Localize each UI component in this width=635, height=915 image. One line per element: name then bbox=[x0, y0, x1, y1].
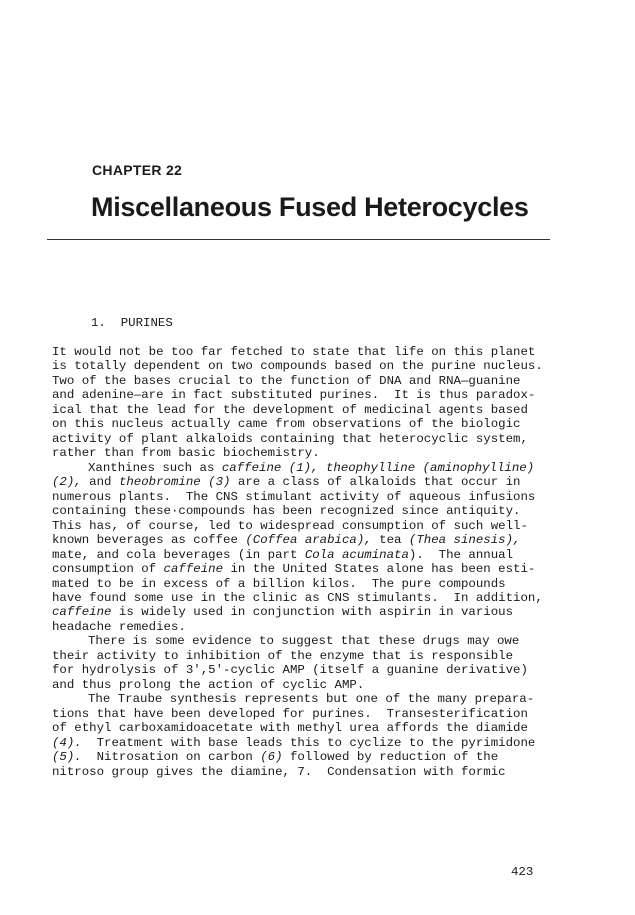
text-line: It would not be too far fetched to state that life on this planet bbox=[52, 345, 536, 359]
text-line: activity of plant alkaloids containing that heterocyclic system, bbox=[52, 431, 528, 446]
text-run-italic: theobromine (3) bbox=[118, 475, 231, 490]
text-run: Nitrosation on carbon bbox=[81, 750, 261, 765]
text-line: rather than from basic biochemistry. bbox=[52, 446, 320, 461]
chapter-title: Miscellaneous Fused Heterocycles bbox=[91, 192, 529, 222]
text-line: tions that have been developed for purines. Transesterification bbox=[52, 706, 528, 721]
text-run: mate, and cola beverages (in part bbox=[52, 547, 305, 562]
text-line: Two of the bases crucial to the function of DNA and RNA—guanine bbox=[52, 373, 521, 388]
title-rule bbox=[47, 239, 550, 240]
text-run-italic: caffeine (1), theophylline (aminophylline) bbox=[221, 460, 535, 475]
text-line: have found some use in the clinic as CNS stimulants. In addition, bbox=[52, 590, 543, 605]
text-line bbox=[52, 562, 612, 576]
text-line: headache remedies. bbox=[52, 619, 186, 634]
text-line bbox=[52, 750, 612, 764]
text-run-italic: caffeine bbox=[163, 562, 224, 577]
text-line bbox=[52, 736, 612, 750]
text-line: containing these·compounds has been recognized since antiquity. bbox=[52, 504, 521, 519]
text-run: and bbox=[81, 475, 119, 490]
text-run: tea bbox=[371, 533, 409, 548]
text-line: The Traube synthesis represents but one of the many prepara- bbox=[88, 692, 535, 707]
text-run-italic: (6) bbox=[260, 750, 283, 765]
text-line: their activity to inhibition of the enzyme that is responsible bbox=[52, 648, 514, 663]
text-line: on this nucleus actually came from observations of the biologic bbox=[52, 417, 521, 432]
text-line: mated to be in excess of a billion kilos. The pure compounds bbox=[52, 576, 506, 591]
text-run: ). The annual bbox=[408, 547, 514, 562]
section-heading: 1. PURINES bbox=[91, 316, 173, 330]
text-line: is totally dependent on two compounds based on the purine nucleus. bbox=[52, 359, 543, 374]
text-run-italic: (4). bbox=[52, 735, 82, 750]
text-run: consumption of bbox=[52, 562, 164, 577]
text-run-italic: (5). bbox=[52, 750, 82, 765]
text-line bbox=[52, 605, 612, 619]
text-run-italic: caffeine bbox=[52, 605, 112, 620]
page-number: 423 bbox=[511, 865, 534, 879]
text-run: are a class of alkaloids that occur in bbox=[230, 475, 521, 490]
text-line bbox=[52, 461, 612, 475]
text-line: nitroso group gives the diamine, 7. Condensation with formic bbox=[52, 764, 506, 779]
body-text bbox=[52, 345, 612, 779]
chapter-label: CHAPTER 22 bbox=[92, 162, 183, 178]
text-run: Xanthines such as bbox=[88, 460, 222, 475]
text-run-italic: (Thea sinesis), bbox=[408, 533, 521, 548]
text-line: numerous plants. The CNS stimulant activity of aqueous infusions bbox=[52, 489, 536, 504]
text-run: is widely used in conjunction with aspirin in various bbox=[111, 605, 514, 620]
text-run: known beverages as coffee bbox=[52, 533, 246, 548]
text-line bbox=[52, 475, 612, 489]
text-line: and adenine—are in fact substituted purines. It is thus paradox- bbox=[52, 388, 536, 403]
text-line bbox=[52, 548, 612, 562]
text-line: for hydrolysis of 3',5'-cyclic AMP (itself a guanine derivative) bbox=[52, 663, 528, 678]
text-run: followed by reduction of the bbox=[282, 750, 499, 765]
text-line: and thus prolong the action of cyclic AMP. bbox=[52, 677, 365, 692]
text-run: in the United States alone has been esti- bbox=[223, 562, 536, 577]
text-line: ical that the lead for the development of medicinal agents based bbox=[52, 402, 528, 417]
text-run-italic: Cola acuminata bbox=[304, 547, 409, 562]
text-run: Treatment with base leads this to cyclize to the pyrimidone bbox=[81, 735, 536, 750]
text-line: of ethyl carboxamidoacetate with methyl urea affords the diamide bbox=[52, 721, 528, 736]
text-line: There is some evidence to suggest that these drugs may owe bbox=[88, 634, 520, 649]
text-line bbox=[52, 533, 612, 547]
text-line: This has, of course, led to widespread consumption of such well- bbox=[52, 518, 528, 533]
text-run-italic: (Coffea arabica), bbox=[245, 533, 372, 548]
text-run-italic: (2), bbox=[52, 475, 82, 490]
